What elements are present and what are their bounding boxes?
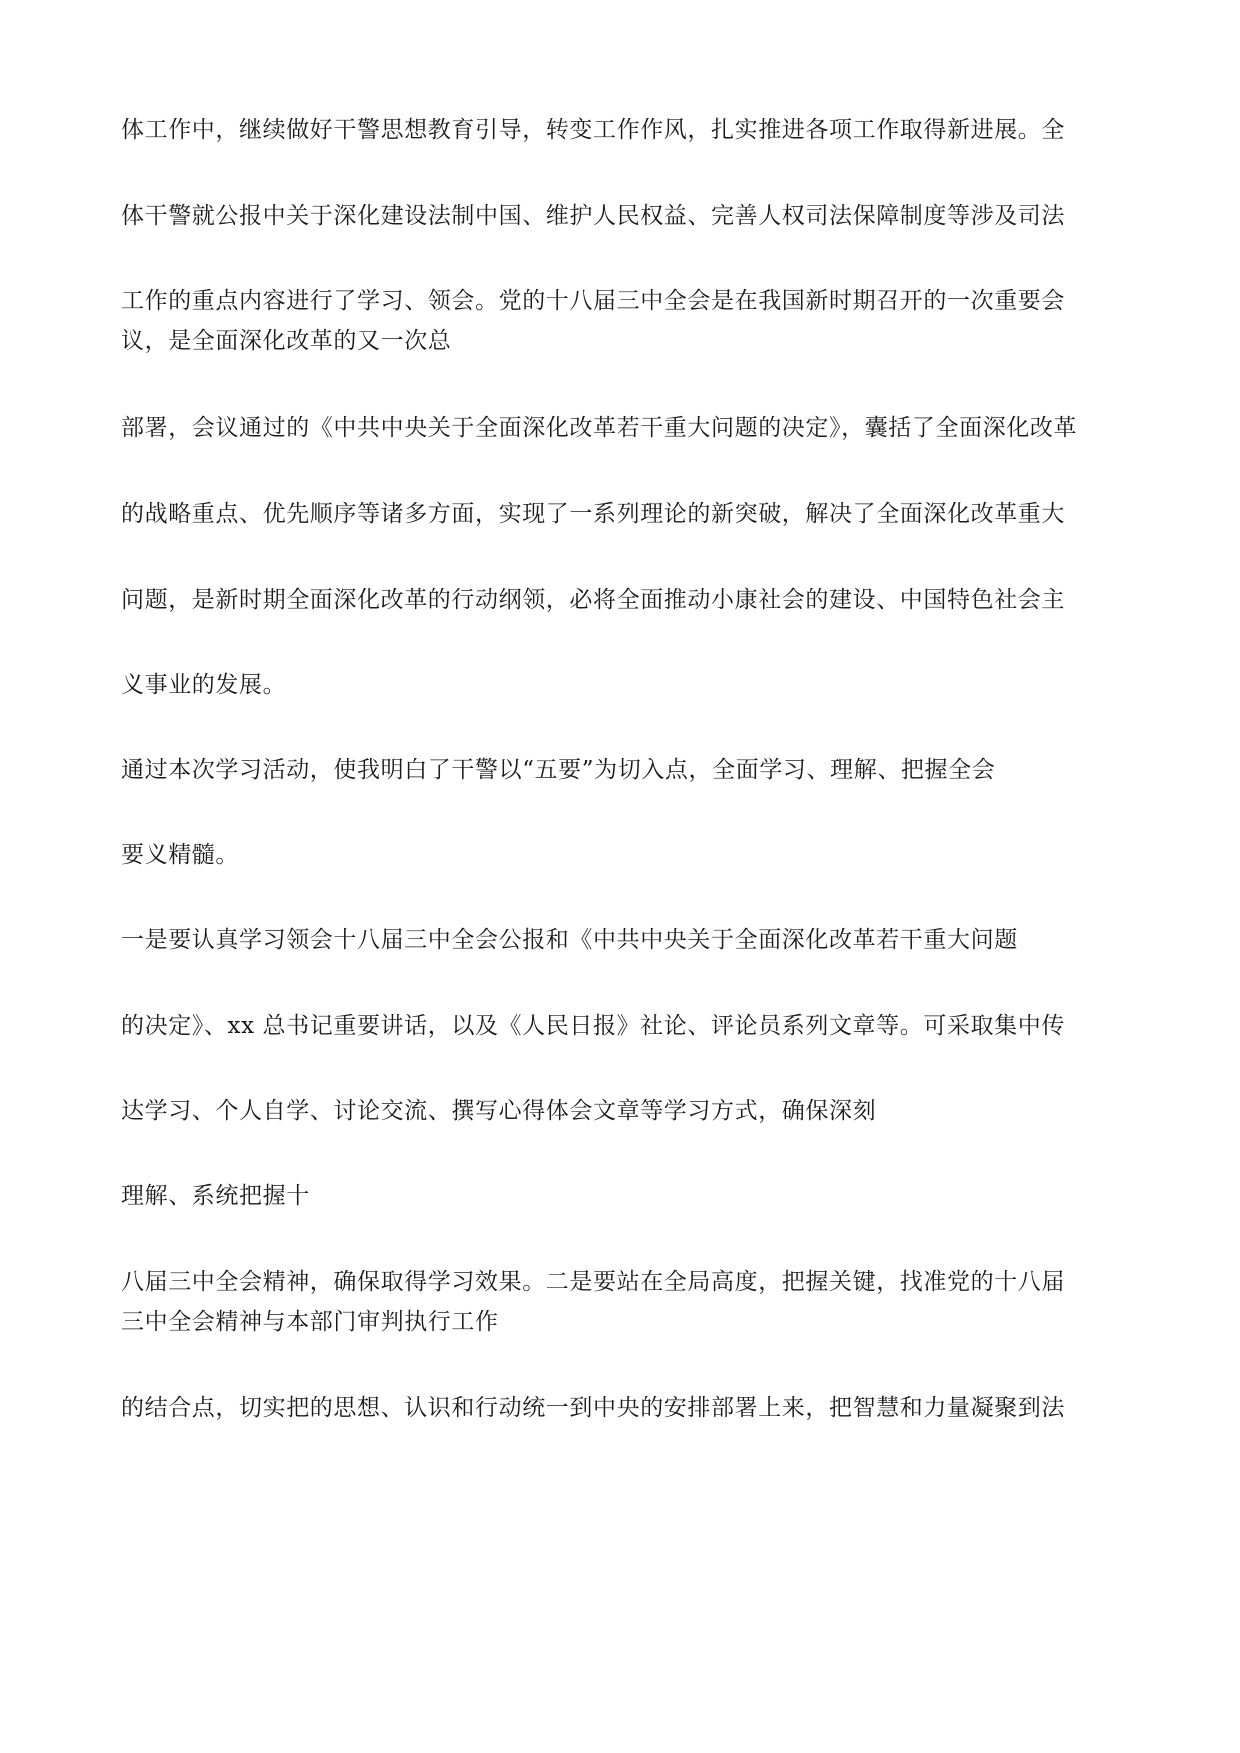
text-line: 议，是全面深化改革的又一次总 (121, 328, 452, 354)
text-line: 达学习、个人自学、讨论交流、撰写心得体会文章等学习方式，确保深刻 (121, 1098, 877, 1124)
text-line: 体干警就公报中关于深化建设法制中国、维护人民权益、完善人权司法保障制度等涉及司法 (121, 203, 1065, 229)
text-line: 工作的重点内容进行了学习、领会。党的十八届三中全会是在我国新时期召开的一次重要会 (121, 288, 1065, 314)
text-line: 部署，会议通过的《中共中央关于全面深化改革若干重大问题的决定》，囊括了全面深化改革 (121, 415, 1078, 441)
text-line: 八届三中全会精神，确保取得学习效果。二是要站在全局高度，把握关键，找准党的十八届 (121, 1269, 1065, 1295)
text-line: 通过本次学习活动，使我明白了干警以“五要”为切入点，全面学习、理解、把握全会 (121, 757, 996, 783)
text-line: 的决定》、xx 总书记重要讲话，以及《人民日报》社论、评论员系列文章等。可采取集中传 (121, 1013, 1065, 1039)
text-line: 理解、系统把握十 (121, 1183, 310, 1209)
text-line: 的结合点，切实把的思想、认识和行动统一到中央的安排部署上来，把智慧和力量凝聚到法 (121, 1395, 1065, 1421)
text-line: 一是要认真学习领会十八届三中全会公报和《中共中央关于全面深化改革若干重大问题 (121, 927, 1018, 953)
text-line: 三中全会精神与本部门审判执行工作 (121, 1309, 499, 1335)
text-line: 问题，是新时期全面深化改革的行动纲领，必将全面推动小康社会的建设、中国特色社会主 (121, 587, 1065, 613)
text-line: 体工作中，继续做好干警思想教育引导，转变工作作风，扎实推进各项工作取得新进展。全 (121, 117, 1065, 143)
text-line: 要义精髓。 (121, 842, 239, 868)
text-line: 义事业的发展。 (121, 672, 287, 698)
text-line: 的战略重点、优先顺序等诸多方面，实现了一系列理论的新突破，解决了全面深化改革重大 (121, 501, 1065, 527)
